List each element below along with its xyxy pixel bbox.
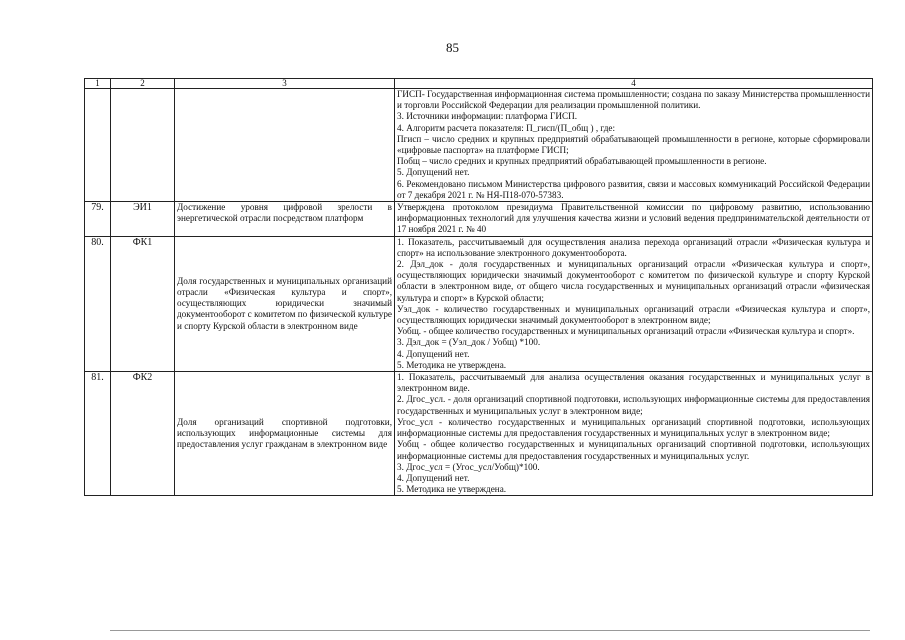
table-row: [85, 236, 873, 371]
description-line: Уобщ. - общее количество государственных и муниципальных организаций отрасли «Физическая культура и спорт».: [397, 326, 855, 337]
table-row: [85, 372, 873, 496]
description-line: Уэл_док - количество государственных и муниципальных организаций отрасли «Физическая культура и спорт», осуществляющих юридически значимый документооборот в электронном виде;: [397, 303, 870, 326]
cell-code: [111, 89, 175, 202]
description-line: 3. Дгос_усл = (Угос_усл/Уобщ)*100.: [397, 461, 540, 472]
header-col-1: 1: [85, 79, 111, 89]
description-line: 4. Алгоритм расчета показателя: П_гисп/(П_общ ) , где:: [397, 122, 616, 133]
description-line: 5. Допущений нет.: [397, 167, 470, 178]
page-number: 85: [446, 40, 459, 55]
cell-name: Доля государственных и муниципальных организаций отрасли «Физическая культура и спорт», осуществляющих юридически значимый документооборот с комитетом по физической культуре и спорту Курской области в электронном виде: [175, 236, 395, 371]
header-col-3: 3: [175, 79, 395, 89]
cell-name: Доля организаций спортивной подготовки, использующих информационные системы для предоставления услуг гражданам в электронном виде: [175, 372, 395, 496]
description-line: 5. Методика не утверждена.: [397, 359, 507, 370]
cell-description: [395, 236, 873, 371]
description-line: 2. Дэл_док - доля государственных и муниципальных организаций отрасли «Физическая культура и спорт», осуществляющих юридически значимый документооборот с комитетом по физической культуре и спорту Курской области в электронном виде, от общего числа государственных и муниципальных организаций отрасли «физическая культура и спорт» в Курской области;: [397, 259, 870, 303]
description-line: 3. Источники информации: платформа ГИСП.: [397, 111, 578, 122]
cell-name: [175, 89, 395, 202]
header-col-4: 4: [395, 79, 873, 89]
description-line: ГИСП- Государственная информационная система промышленности; создана по заказу Министерства промышленности и торговли Российской Федерации для реализации промышленной политики.: [397, 89, 870, 111]
description-line: 6. Рекомендовано письмом Министерства цифрового развития, связи и массовых коммуникаций Российской Федерации от 7 декабря 2021 г. № НЯ-П18-070-57383.: [397, 178, 870, 200]
description-line: 1. Показатель, рассчитываемый для осуществления анализа перехода организаций отрасли «Физическая культура и спорт» на использование электронного документооборота.: [397, 236, 870, 258]
description-line: 3. Дэл_док = (Уэл_док / Уобщ) *100.: [397, 337, 541, 348]
cell-code: ЭИ1: [111, 202, 175, 237]
page-bottom-rule: [110, 630, 870, 631]
description-line: 2. Дгос_усл. - доля организаций спортивной подготовки, использующих информационные системы для предоставления государственных и муниципальных услуг в электронном виде;: [397, 394, 870, 416]
description-line: Уобщ - общее количество государственных и муниципальных организаций спортивной подготовки, использующих информационные системы для предоставления государственных и муниципальных услуг.: [397, 439, 870, 461]
cell-num: 79.: [85, 202, 111, 237]
description-line: 1. Показатель, рассчитываемый для анализа осуществления оказания государственных и муниципальных услуг в электронном виде.: [397, 372, 870, 394]
description-line: 4. Допущений нет.: [397, 472, 470, 483]
cell-num: 80.: [85, 236, 111, 371]
description-line: 5. Методика не утверждена.: [397, 484, 507, 495]
description-line: 4. Допущений нет.: [397, 348, 470, 359]
cell-code: ФК2: [111, 372, 175, 496]
indicators-table: [84, 78, 873, 496]
description-line: Пгисп – число средних и крупных предприятий обрабатывающей промышленности в регионе, которые сформировали «цифровые паспорта» на платформе ГИСП;: [397, 133, 870, 156]
cell-code: ФК1: [111, 236, 175, 371]
table-header-row: [85, 79, 873, 89]
cell-description: [395, 89, 873, 202]
description-line: Утверждена протоколом президиума Правительственной комиссии по цифровому развитию, использованию информационных технологий для улучшения качества жизни и условий ведения предпринимательской деятельности от 17 ноября 2021 г. № 40: [397, 202, 870, 235]
description-line: Угос_усл - количество государственных и муниципальных организаций спортивной подготовки, использующих информационные системы для предоставления государственных и муниципальных услуг в электронном виде;: [397, 416, 870, 439]
table-row-continuation: [85, 89, 873, 202]
cell-description: [395, 372, 873, 496]
table-row: [85, 202, 873, 237]
description-line: Побщ – число средних и крупных предприятий обрабатывающей промышленности в регионе.: [397, 156, 767, 167]
cell-num: 81.: [85, 372, 111, 496]
cell-num: [85, 89, 111, 202]
cell-name: Достижение уровня цифровой зрелости в энергетической отрасли посредством платформ: [175, 202, 395, 237]
cell-description: [395, 202, 873, 237]
header-col-2: 2: [111, 79, 175, 89]
